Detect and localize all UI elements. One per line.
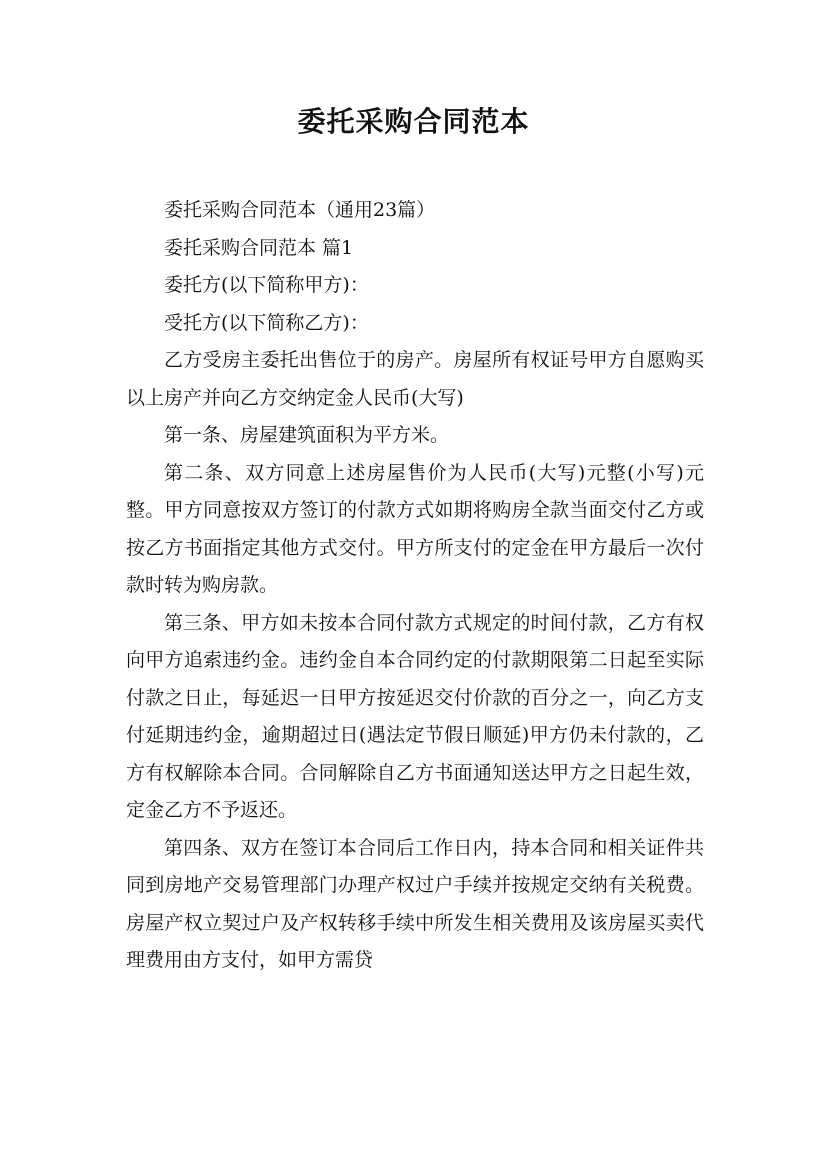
paragraph-party-a: 委托方(以下简称甲方)：: [164, 274, 369, 296]
document-body: [126, 192, 704, 980]
paragraph-article-2: 第二条、双方同意上述房屋售价为人民币(大写)元整(小写)元整。甲方同意按双方签订的付款方式如期将购房全款当面交付乙方或按乙方书面指定其他方式交付。甲方所支付的定金在甲方最后一次付款时转为购房款。: [126, 461, 704, 596]
paragraph-article-1: 第一条、房屋建筑面积为平方米。: [164, 424, 450, 446]
document-title: 委托采购合同范本: [297, 105, 530, 138]
paragraph-section-title: 委托采购合同范本 篇1: [164, 236, 354, 259]
paragraph-party-b: 受托方(以下简称乙方)：: [164, 311, 369, 334]
paragraph-preamble: 乙方受房主委托出售位于的房产。房屋所有权证号甲方自愿购买以上房产并向乙方交纳定金人民币(大写): [126, 349, 704, 409]
paragraph-heading: 委托采购合同范本（通用23篇）: [164, 199, 436, 221]
paragraph-article-4: 第四条、双方在签订本合同后工作日内，持本合同和相关证件共同到房地产交易管理部门办理产权过户手续并按规定交纳有关税费。房屋产权立契过户及产权转移手续中所发生相关费用及该房屋买卖代理费用由方支付，如甲方需贷: [126, 836, 704, 971]
paragraph-article-3: 第三条、甲方如未按本合同付款方式规定的时间付款，乙方有权向甲方追索违约金。违约金自本合同约定的付款期限第二日起至实际付款之日止，每延迟一日甲方按延迟交付价款的百分之一，向乙方支付延期违约金，逾期超过日(遇法定节假日顺延)甲方仍未付款的，乙方有权解除本合同。合同解除自乙方书面通知送达甲方之日起生效，定金乙方不予返还。: [126, 611, 704, 821]
